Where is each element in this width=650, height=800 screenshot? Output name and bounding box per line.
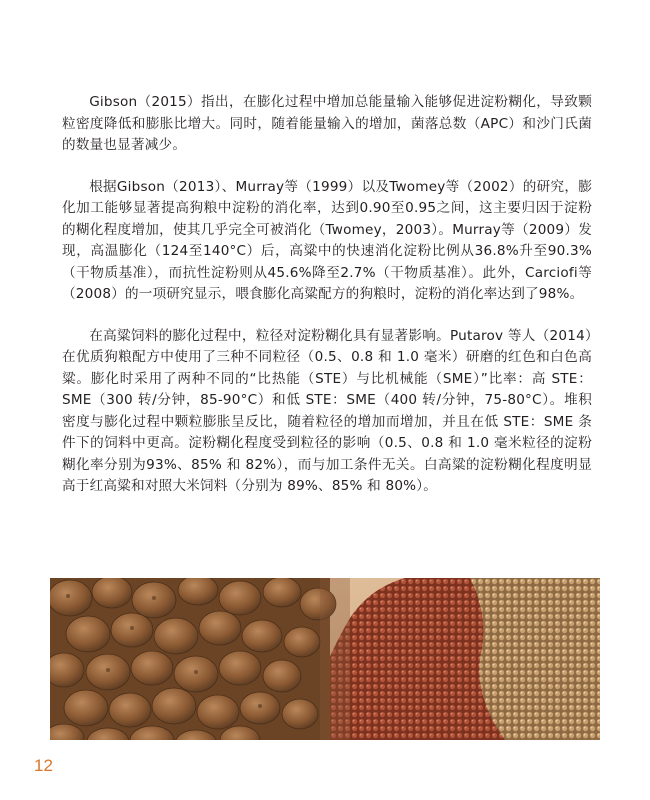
paragraph-digestibility: 根据Gibson（2013）、Murray等（1999）以及Twomey等（2002）的研究，膨化加工能够显著提高狗粮中淀粉的消化率，达到0.90至0.95之间，这主要归因于淀粉的糊化程度增加，使其几乎完全可被消化（Twomey，2003）。Murray等（2009）发现，高温膨化（124至140°C）后，高粱中的快速消化淀粉比例从36.8%升至90.3%（干物质基准），而抗性淀粉则从45.6%降至2.7%（干物质基准）。此外，Carciofi等（2008）的一项研究显示，喂食膨化高粱配方的狗粮时，淀粉的消化率达到了98%。 bbox=[62, 178, 592, 302]
page-number: 12 bbox=[34, 756, 53, 775]
photo-illustration bbox=[50, 578, 600, 740]
kibble-pile bbox=[50, 578, 336, 740]
paragraph-particle-size: 在高粱饲料的膨化过程中，粒径对淀粉糊化具有显著影响。Putarov 等人（2014）在优质狗粮配方中使用了三种不同粒径（0.5、0.8 和 1.0 毫米）研磨的红色和白色高粱。膨化时采用了两种不同的“比热能（STE）与比机械能（SME）”比率：高 STE：SME（300 转/分钟，85-90°C）和低 STE：SME（400 转/分钟，75-80°C）。堆积密度与膨化过程中颗粒膨胀呈反比，随着粒径的增加而增加，并且在低 STE：SME 条件下的饲料中更高。淀粉糊化程度受到粒径的影响（0.5、0.8 和 1.0 毫米粒径的淀粉糊化率分别为93%、85% 和 82%），而与加工条件无关。白高粱的淀粉糊化程度明显高于红高粱和对照大米饲料（分别为 89%、85% 和 80%）。 bbox=[62, 327, 592, 494]
body-text bbox=[62, 92, 592, 518]
kibble-and-sorghum-photo bbox=[50, 578, 600, 740]
paragraph-gibson-2015: Gibson（2015）指出，在膨化过程中增加总能量输入能够促进淀粉糊化，导致颗粒密度降低和膨胀比增大。同时，随着能量输入的增加，菌落总数（APC）和沙门氏菌的数量也显著减少。 bbox=[62, 94, 592, 153]
